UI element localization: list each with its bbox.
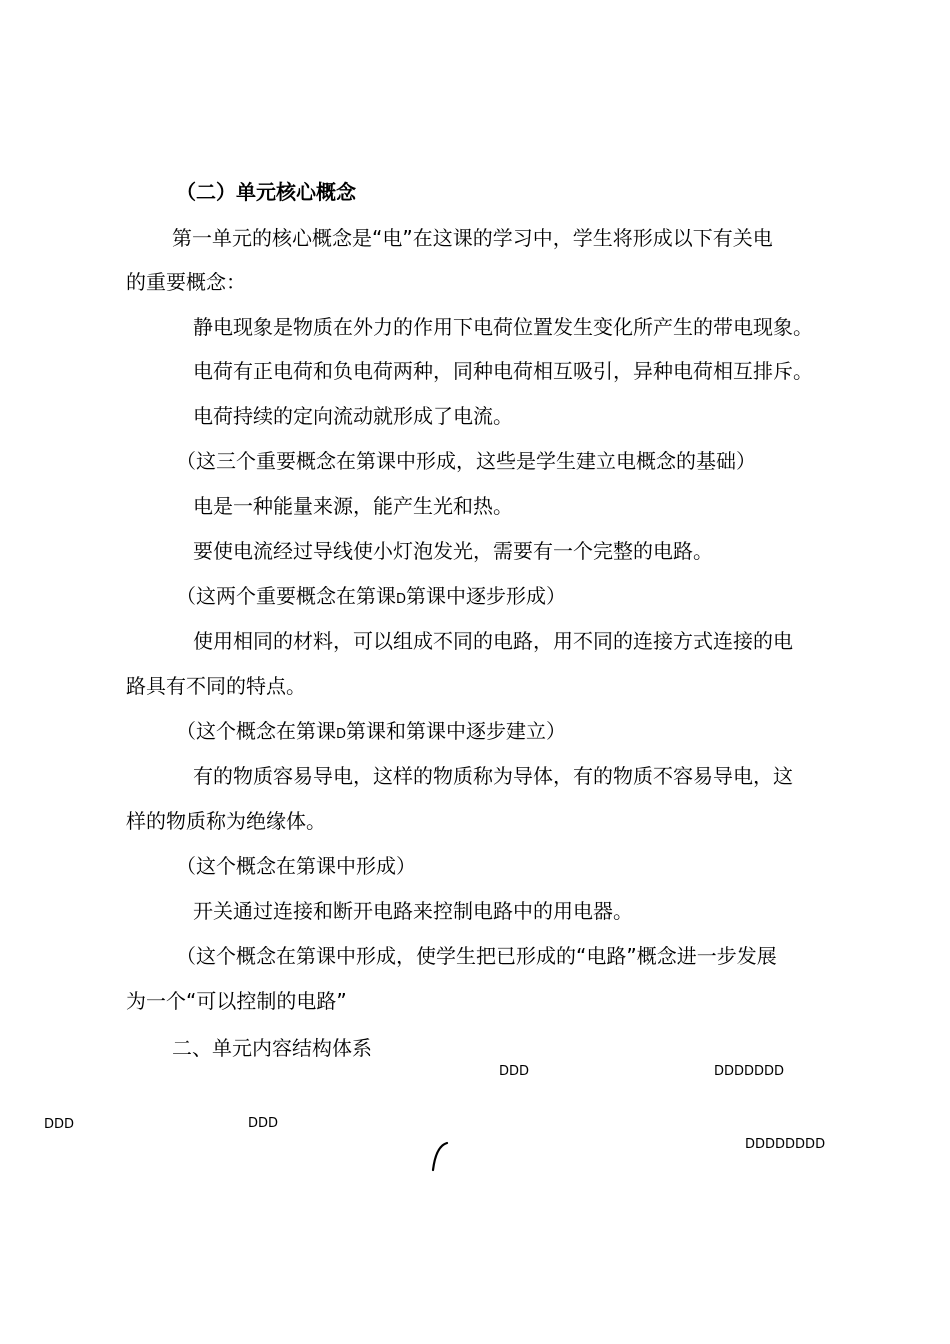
note-mark: D: [336, 727, 347, 742]
diagram-label: DDDDDDDD: [745, 1137, 826, 1152]
note-three-concepts: （这三个重要概念在第课中形成，这些是学生建立电概念的基础）: [176, 449, 756, 473]
diagram-label: DDDDDDD: [714, 1064, 785, 1079]
section-2-heading: 二、单元内容结构体系: [172, 1036, 372, 1060]
concept-circuits-line-2: 路具有不同的特点。: [126, 674, 306, 698]
diagram-connector-curve: [428, 1140, 452, 1174]
concept-conductors-line-1: 有的物质容易导电，这样的物质称为导体，有的物质不容易导电，这: [193, 764, 793, 788]
concept-switch: 开关通过连接和断开电路来控制电路中的用电器。: [193, 899, 633, 923]
note-mark: D: [396, 592, 407, 607]
note-text: （这个概念在第课: [176, 719, 336, 743]
note-text: 第课中逐步形成）: [406, 584, 567, 608]
concept-energy: 电是一种能量来源，能产生光和热。: [193, 494, 513, 518]
diagram-label: DDD: [44, 1117, 75, 1132]
concept-circuits-line-1: 使用相同的材料，可以组成不同的电路，用不同的连接方式连接的电: [193, 629, 793, 653]
connector-path: [433, 1143, 447, 1170]
note-controllable-line-2: 为一个“可以控制的电路”: [126, 989, 347, 1013]
concept-current: 电荷持续的定向流动就形成了电流。: [193, 404, 513, 428]
note-text: （这两个重要概念在第课: [176, 584, 396, 608]
note-concept-built: [176, 719, 566, 747]
note-text: 第课和第课中逐步建立）: [346, 719, 567, 743]
note-concept-formed: （这个概念在第课中形成）: [176, 854, 416, 878]
concept-static-electricity: 静电现象是物质在外力的作用下电荷位置发生变化所产生的带电现象。: [193, 315, 813, 339]
section-heading: （二）单元核心概念: [176, 180, 356, 204]
concept-conductors-line-2: 样的物质称为绝缘体。: [126, 809, 326, 833]
intro-line-1: 第一单元的核心概念是“电”在这课的学习中，学生将形成以下有关电: [172, 226, 773, 250]
note-controllable-line-1: （这个概念在第课中形成，使学生把已形成的“电路”概念进一步发展: [176, 944, 777, 968]
intro-line-2: 的重要概念：: [126, 270, 246, 294]
diagram-label: DDD: [248, 1116, 279, 1131]
diagram-label: DDD: [499, 1064, 530, 1079]
note-two-concepts: [176, 584, 566, 612]
concept-charges: 电荷有正电荷和负电荷两种，同种电荷相互吸引，异种电荷相互排斥。: [193, 359, 813, 383]
concept-complete-circuit: 要使电流经过导线使小灯泡发光，需要有一个完整的电路。: [193, 539, 713, 563]
